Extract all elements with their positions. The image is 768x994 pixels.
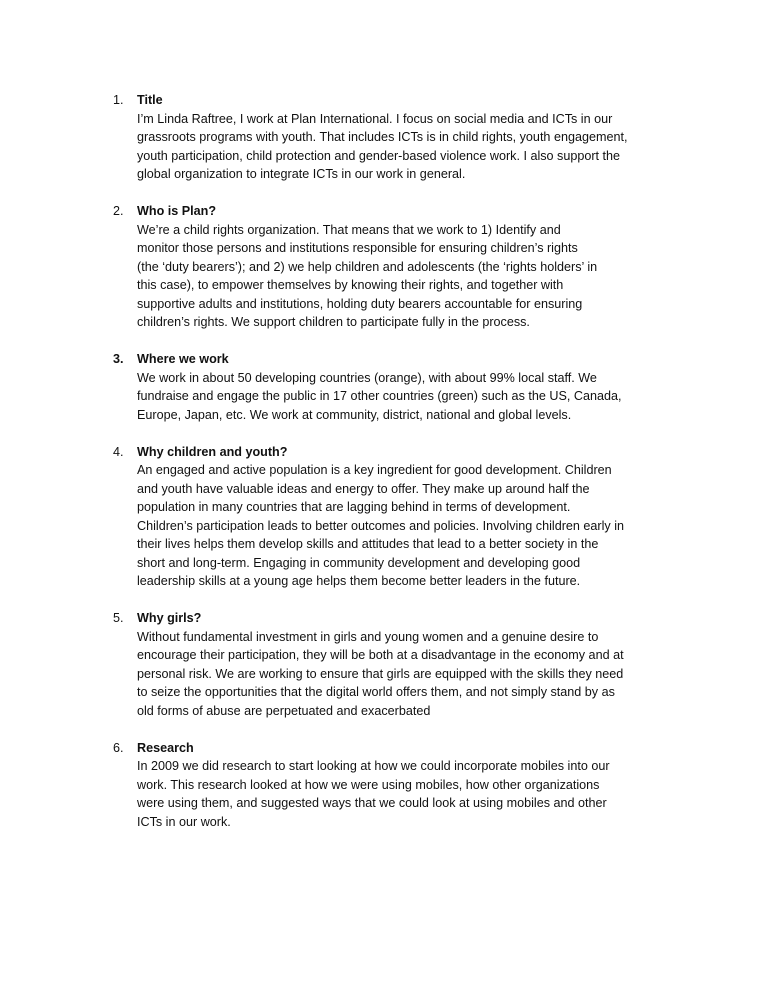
section-body-line: Europe, Japan, etc. We work at community, district, national and global levels. — [137, 407, 572, 422]
section-body-line: I’m Linda Raftree, I work at Plan International. I focus on social media and ICTs in our — [137, 111, 613, 126]
section-item — [113, 739, 683, 832]
section-body-line: personal risk. We are working to ensure that girls are equipped with the skills they need — [137, 666, 624, 681]
section-heading: Why children and youth? — [137, 444, 288, 459]
section-body-line: old forms of abuse are perpetuated and exacerbated — [137, 703, 431, 718]
section-number: 4. — [113, 444, 124, 459]
section-body-line: In 2009 we did research to start looking at how we could incorporate mobiles into our — [137, 759, 610, 773]
section-item — [113, 91, 683, 184]
section-body-line: (the ‘duty bearers’); and 2) we help children and adolescents (the ‘rights holders’ in — [137, 259, 598, 274]
section-body-line: population in many countries that are lagging behind in terms of development. — [137, 500, 571, 514]
section-body-line: Children’s participation leads to better outcomes and policies. Involving children early in — [137, 518, 624, 533]
section-body-line: An engaged and active population is a key ingredient for good development. Children — [137, 463, 612, 477]
section-body-line: to seize the opportunities that the digital world offers them, and not simply stand by as — [137, 685, 615, 699]
section-heading: Who is Plan? — [137, 204, 217, 218]
section-body-line: youth participation, child protection and gender-based violence work. I also support the — [137, 148, 621, 163]
section-body-line: Without fundamental investment in girls and young women and a genuine desire to — [137, 629, 599, 644]
section-number: 2. — [113, 204, 124, 218]
section-body-line: short and long-term. Engaging in community development and developing good — [137, 555, 581, 570]
section-heading: Research — [137, 740, 194, 755]
section-body-line: global organization to integrate ICTs in our work in general. — [137, 167, 466, 181]
section-body-line: leadership skills at a young age helps them become better leaders in the future. — [137, 574, 581, 588]
numbered-section-list — [113, 91, 683, 850]
section-body-line: supportive adults and institutions, holding duty bearers accountable for ensuring — [137, 296, 583, 311]
section-body-line: grassroots programs with youth. That includes ICTs is in child rights, youth engagement, — [137, 130, 628, 144]
section-item — [113, 443, 683, 591]
section-item — [113, 609, 683, 720]
section-heading: Where we work — [137, 352, 229, 366]
section-body-line: their lives helps them develop skills and attitudes that lead to a better society in the — [137, 537, 599, 551]
section-number: 6. — [113, 740, 124, 755]
section-body-line: monitor those persons and institutions responsible for ensuring children’s rights — [137, 241, 578, 255]
section-body-line: work. This research looked at how we were using mobiles, how other organizations — [137, 777, 600, 792]
section-body-line: this case), to empower themselves by knowing their rights, and together with — [137, 278, 564, 292]
section-heading: Title — [137, 93, 163, 107]
section-body-line: fundraise and engage the public in 17 other countries (green) such as the US, Canada, — [137, 389, 622, 403]
section-item — [113, 202, 683, 332]
section-body-line: We work in about 50 developing countries (orange), with about 99% local staff. We — [137, 370, 597, 385]
section-body-line: and youth have valuable ideas and energy to offer. They make up around half the — [137, 481, 590, 496]
section-body-line: were using them, and suggested ways that we could look at using mobiles and other — [137, 796, 607, 810]
section-number: 5. — [113, 611, 124, 625]
section-body-line: encourage their participation, they will be both at a disadvantage in the economy and at — [137, 648, 624, 662]
section-number: 3. — [113, 352, 124, 366]
section-body-line: We’re a child rights organization. That means that we work to 1) Identify and — [137, 222, 561, 237]
section-body-line: ICTs in our work. — [137, 814, 231, 829]
section-body-line: children’s rights. We support children to participate fully in the process. — [137, 315, 530, 329]
section-item — [113, 350, 683, 424]
section-heading: Why girls? — [137, 611, 202, 625]
section-number: 1. — [113, 93, 124, 107]
